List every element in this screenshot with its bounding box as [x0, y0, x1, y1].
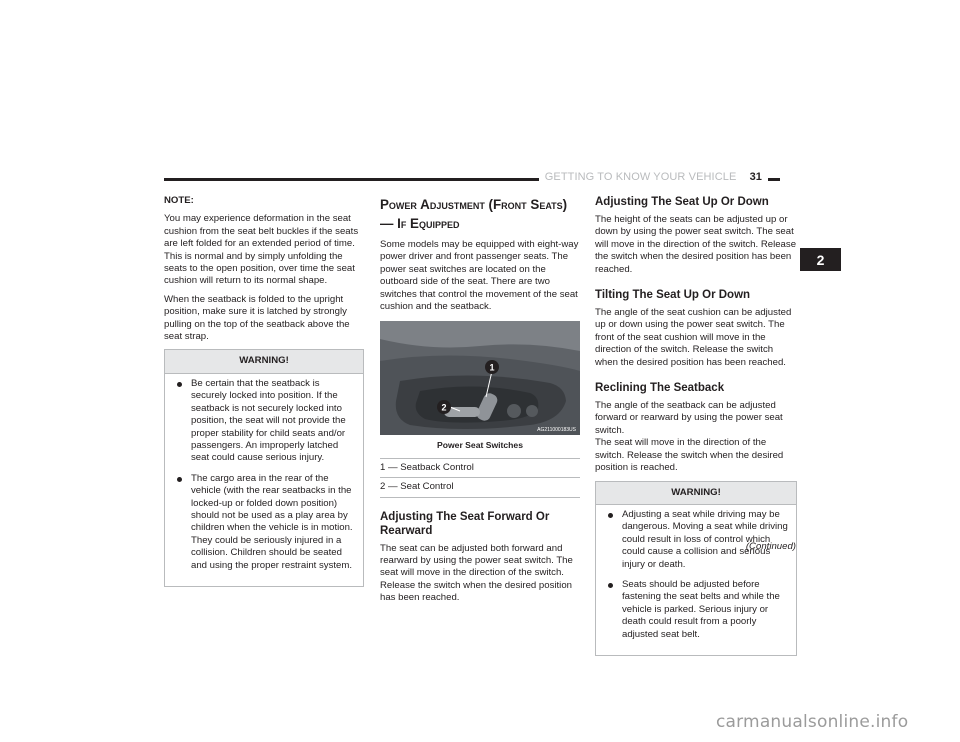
callout-1-label: 1: [489, 362, 495, 373]
warning-title: WARNING!: [596, 482, 796, 505]
warning-item: Seats should be adjusted before fastening the seat belts and while the vehicle is parked. Serious injury or death could result from a poorly adjusted seat belt.: [608, 579, 788, 641]
note-label: NOTE:: [164, 195, 194, 206]
warning-box-1: [164, 349, 364, 587]
power-seat-switches-figure: [380, 321, 580, 435]
heading-up-down: Adjusting The Seat Up Or Down: [595, 196, 769, 208]
reclining-paragraph-2: The seat will move in the direction of the switch. Release the switch when the desired position is reached.: [595, 437, 784, 474]
seatback-latch-paragraph: When the seatback is folded to the upright position, make sure it is latched by strongly pulling on the top of the seatback above the seat strap.: [164, 293, 350, 343]
warning-title: WARNING!: [165, 350, 363, 373]
heading-forward-rearward: Adjusting The Seat Forward Or Rearward: [380, 510, 550, 537]
chapter-tab: 2: [800, 248, 841, 271]
forward-rearward-paragraph: The seat can be adjusted both forward and rearward by using the power seat switch. The seat will move in the direction of the switch. Release the switch when the desired position has been reached.: [380, 542, 573, 604]
note-text: You may experience deformation in the seat cushion from the seat belt buckles if the seats are left folded for an extended period of time. This is normal and by simply unfolding the seats to the open position, over time the seat cushion will return to its normal shape.: [164, 213, 359, 287]
warning-list: [596, 505, 796, 655]
tilting-paragraph: The angle of the seat cushion can be adjusted up or down using the power seat switch. The front of the seat cushion will move in the direction of the switch. Release the switch when the desired position has been reached.: [595, 307, 792, 368]
column-2: [380, 195, 580, 611]
heading-reclining: Reclining The Seatback: [595, 382, 725, 395]
warning-item: Adjusting a seat while driving may be dangerous. Moving a seat while driving could result in loss of control which could cause a collision and serious injury or death.: [608, 509, 788, 571]
callout-2-label: 2: [441, 402, 447, 413]
page-header: [539, 171, 768, 183]
watermark: carmanualsonline.info: [716, 712, 909, 732]
up-down-paragraph: The height of the seats can be adjusted up or down by using the power seat switch. The seat will move in the direction of the switch. Release the switch when the desired position has been reached.: [595, 214, 797, 275]
seat-illustration: [380, 321, 580, 435]
figure-code: AG211000183US: [537, 427, 576, 434]
legend-item: 2 — Seat Control: [380, 481, 454, 493]
page-number: 31: [749, 171, 762, 183]
column-1: [164, 195, 364, 587]
heading-tilting: Tilting The Seat Up Or Down: [595, 289, 751, 302]
column-3: [595, 195, 797, 656]
warning-item: Be certain that the seatback is securely locked into position. If the seatback is not securely locked into position, the seat will not provide the proper stability for child seats and/or passengers. An improperly latched seat could cause serious injury.: [177, 378, 355, 465]
intro-paragraph: Some models may be equipped with eight-way power driver and front passenger seats. The power seat switches are located on the outboard side of the seat. There are two switches that control the movement of the seat cushion and the seatback.: [380, 239, 579, 313]
section-title: Power Adjustment (Front Seats) — If Equipped: [380, 197, 568, 231]
continued-label: (Continued): [745, 541, 796, 552]
figure-legend: [380, 458, 580, 498]
warning-item: The cargo area in the rear of the vehicle (with the rear seatbacks in the locked-up or folded down position) should not be used as a play area by children when the vehicle is in motion. They could be seriously injured in a collision. Children should be seated and using the proper restraint system.: [177, 473, 355, 572]
figure-caption: Power Seat Switches: [437, 440, 523, 451]
warning-box-2: [595, 481, 797, 656]
reclining-paragraph-1: The angle of the seatback can be adjusted forward or rearward by using the power seat switch.: [595, 400, 783, 436]
legend-item: 1 — Seatback Control: [380, 459, 580, 478]
warning-list: [165, 374, 363, 586]
header-section-title: GETTING TO KNOW YOUR VEHICLE: [544, 171, 737, 183]
